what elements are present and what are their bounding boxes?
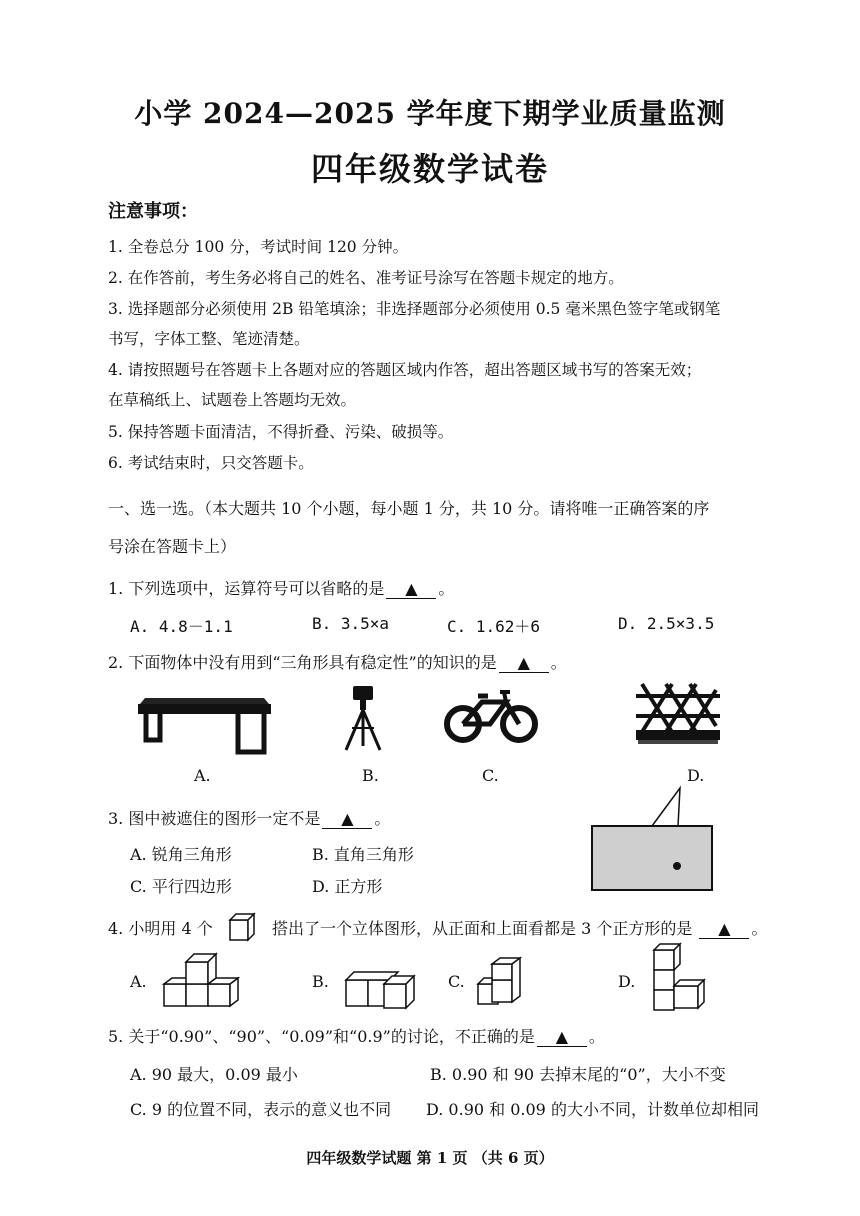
- q5-option-a: A. 90 最大，0.09 最小: [130, 1065, 298, 1084]
- q1-option-a: A. 4.8－1.1: [130, 617, 233, 636]
- q1-text: 1. 下列选项中，运算符号可以省略的是: [108, 579, 385, 598]
- q2-label-c: C.: [482, 766, 499, 785]
- exam-subtitle: 四年级数学试卷: [310, 150, 549, 188]
- q4-end: 。: [751, 919, 768, 938]
- q5-option-b: B. 0.90 和 90 去掉末尾的“0”，大小不变: [430, 1065, 726, 1084]
- q1-option-b: B. 3.5×a: [312, 614, 390, 633]
- q3-option-c: C. 平行四边形: [130, 877, 232, 896]
- lattice-fence-icon: [636, 682, 720, 748]
- notice-item: 3. 选择题部分必须使用 2B 铅笔填涂；非选择题部分必须使用 0.5 毫米黑色签字笔或钢笔: [108, 300, 721, 318]
- q2-end: 。: [550, 653, 567, 672]
- answer-blank: ▲: [537, 1027, 587, 1047]
- cube-figure-c: [476, 958, 524, 1008]
- notice-heading: 注意事项：: [108, 201, 198, 222]
- exam-title: 小学 2024—2025 学年度下期学业质量监测: [134, 97, 726, 130]
- cube-figure-d: [652, 940, 710, 1012]
- bicycle-icon: [444, 688, 538, 744]
- notice-item: 1. 全卷总分 100 分，考试时间 120 分钟。: [108, 238, 409, 256]
- cube-figure-a: [162, 950, 242, 1008]
- q4-label-d: D.: [618, 972, 636, 991]
- q4-text: 4. 小明用 4 个: [108, 919, 213, 938]
- question-1: [108, 576, 454, 599]
- q3-option-b: B. 直角三角形: [312, 845, 414, 864]
- q2-label-b: B.: [362, 766, 379, 785]
- q2-text: 2. 下面物体中没有用到“三角形具有稳定性”的知识的是: [108, 653, 497, 672]
- cube-figure-b: [344, 966, 420, 1010]
- answer-blank: ▲: [322, 809, 372, 829]
- covered-shape-figure: [590, 788, 714, 892]
- q5-option-c: C. 9 的位置不同，表示的意义也不同: [130, 1100, 392, 1119]
- q1-end: 。: [438, 579, 455, 598]
- q5-option-d: D. 0.90 和 0.09 的大小不同，计数单位却相同: [426, 1100, 759, 1119]
- q1-option-c: C. 1.62＋6: [447, 617, 541, 636]
- section-heading: 一、选一选。（本大题共 10 个小题，每小题 1 分，共 10 分。请将唯一正确答案的序: [108, 499, 710, 518]
- q4-label-b: B.: [312, 972, 329, 991]
- question-4-cont: [272, 916, 767, 939]
- q4-text-middle: 搭出了一个立体图形，从正面和上面看都是 3 个正方形的是: [272, 919, 693, 938]
- notice-item: 2. 在作答前，考生务必将自己的姓名、准考证号涂写在答题卡规定的地方。: [108, 269, 624, 287]
- q3-text: 3. 图中被遮住的图形一定不是: [108, 809, 321, 828]
- notice-item: 4. 请按照题号在答题卡上各题对应的答题区域内作答，超出答题区域书写的答案无效；: [108, 361, 702, 379]
- answer-blank: ▲: [699, 919, 749, 939]
- question-3: [108, 806, 390, 829]
- answer-blank: ▲: [386, 579, 436, 599]
- notice-item: 6. 考试结束时，只交答题卡。: [108, 454, 314, 472]
- q3-option-d: D. 正方形: [312, 877, 383, 896]
- q2-label-a: A.: [194, 766, 211, 785]
- q3-end: 。: [374, 809, 391, 828]
- tripod-icon: [342, 684, 384, 754]
- q5-text: 5. 关于“0.90”、“90”、“0.09”和“0.9”的讨论，不正确的是: [108, 1027, 535, 1046]
- notice-item: 5. 保持答题卡面清洁，不得折叠、污染、破损等。: [108, 423, 454, 441]
- question-4: [108, 916, 213, 939]
- section-heading-cont: 号涂在答题卡上）: [108, 537, 237, 556]
- q1-option-d: D. 2.5×3.5: [618, 614, 715, 633]
- answer-blank: ▲: [499, 653, 549, 673]
- question-5: [108, 1024, 605, 1047]
- page-footer: 四年级数学试题 第 1 页 （共 6 页）: [306, 1149, 554, 1167]
- q4-label-c: C.: [448, 972, 465, 991]
- q3-option-a: A. 锐角三角形: [130, 845, 232, 864]
- question-2: [108, 650, 567, 673]
- cube-icon: [228, 912, 258, 942]
- notice-item: 书写，字体工整、笔迹清楚。: [108, 330, 310, 348]
- table-icon: [138, 696, 273, 756]
- notice-item: 在草稿纸上、试题卷上答题均无效。: [108, 391, 357, 409]
- q4-label-a: A.: [130, 972, 147, 991]
- q2-label-d: D.: [687, 766, 705, 785]
- q5-end: 。: [588, 1027, 605, 1046]
